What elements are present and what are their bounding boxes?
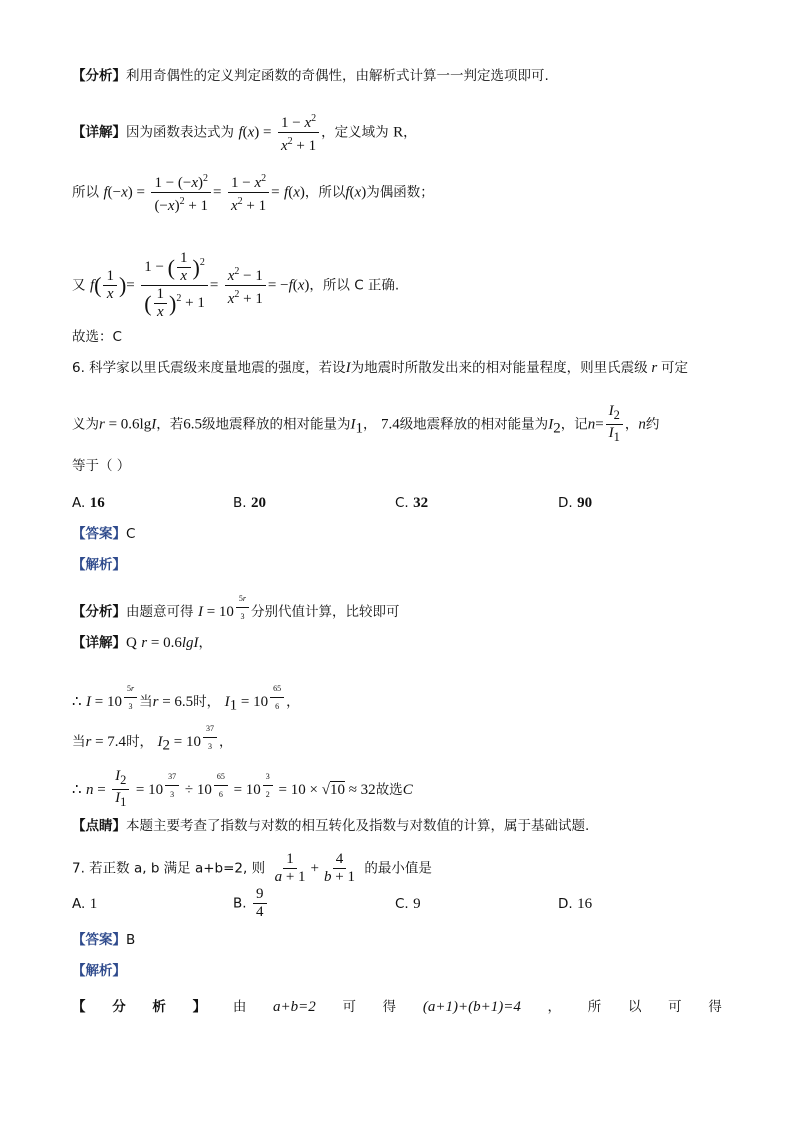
option-value-fraction: $\frac{9}{4}$: [253, 886, 267, 921]
answer-tag: 【答案】: [72, 932, 126, 948]
analysis-text: 利用奇偶性的定义判定函数的奇偶性，由解析式计算一一判定选项即可.: [126, 68, 549, 84]
text: 所以: [72, 184, 99, 201]
q7-analysis: [72, 997, 722, 1017]
text: 可定: [661, 360, 689, 376]
word: 所: [587, 999, 602, 1015]
analysis-tag: 【分析】: [72, 603, 126, 620]
q6-detail-line2: ∴ I = 10 $^{\frac{5r}{3}}$ 当r = 6.5时， $I_1 = 10$ $^{\frac{65}{6}}$ ，: [72, 680, 734, 716]
q6-answer: [72, 524, 734, 544]
comment-text: 本题主要考查了指数与对数的相互转化及指数与对数值的计算，属于基础试题.: [126, 818, 590, 834]
q6-stem-line1: 6. 科学家以里氏震级来度量地震的强度，若设I为地震时所散发出来的相对能量程度，则里氏震级 r 可定: [72, 360, 689, 376]
text: 7. 若正数 a, b 满足 a+b=2, 则: [72, 860, 266, 877]
option-c[interactable]: [395, 894, 421, 914]
fraction: $\frac{I_2}{I_1}$: [606, 403, 623, 446]
q5-detail-line2: 所以 f(−x) = $\frac{1 - (-x)^2}{(-x)^2 + 1}$ = $\frac{1 - x^2}{x^2 + 1}$ = f(x)，所以f(x)为偶函数；: [72, 170, 734, 215]
text: ，: [624, 416, 639, 433]
q6-detail-line1: 【详解】Q r = 0.6lgI，: [72, 635, 213, 651]
text: 当: [139, 693, 153, 710]
option-a[interactable]: [72, 894, 97, 914]
detail-text: ，定义域为: [321, 124, 389, 141]
word: 可: [668, 999, 682, 1015]
option-label: D.: [558, 896, 573, 912]
fraction: $\frac{x^2 - 1}{x^2 + 1}$: [225, 263, 266, 308]
text: 为偶函数；: [366, 184, 434, 201]
q6-explain: [72, 555, 734, 575]
option-d[interactable]: [558, 894, 592, 914]
text: 当: [72, 733, 86, 750]
q6-analysis: 【分析】由题意可得 I = 10 $^{\frac{5r}{3}}$ 分别代值计算，比较即可: [72, 590, 734, 625]
q7-answer: [72, 930, 734, 950]
domain-symbol: R: [393, 124, 404, 141]
analysis-tag: 【分析】: [72, 68, 126, 84]
explain-tag: 【解析】: [72, 557, 126, 573]
word: 分: [112, 999, 126, 1015]
option-c[interactable]: [395, 493, 428, 513]
therefore-symbol: ∴: [72, 781, 82, 798]
word: (a+1)+(b+1)=4: [422, 999, 521, 1015]
q5-analysis: [72, 66, 734, 86]
option-d[interactable]: [558, 493, 592, 513]
option-label: A.: [72, 896, 86, 912]
answer-tag: 【答案】: [72, 526, 126, 542]
q6-options: [72, 493, 734, 513]
fraction: 1 − ( $\frac{1}{x}$ )$^2$ ( $\frac{1}{x}$ )$^2$ + 1: [141, 250, 208, 321]
text: 分别代值计算，比较即可: [251, 603, 400, 620]
q7-options: [72, 886, 734, 922]
detail-tag: 【详解】: [72, 124, 126, 141]
option-b[interactable]: [233, 886, 269, 921]
option-label: B.: [233, 895, 247, 912]
explain-tag: 【解析】: [72, 963, 126, 979]
text: 时，: [126, 733, 154, 750]
option-label: D.: [558, 495, 573, 511]
fraction: $\frac{I_2}{I_1}$: [112, 768, 129, 811]
q6-comment: [72, 816, 734, 836]
text: ，若: [156, 416, 184, 433]
option-label: A.: [72, 495, 86, 511]
analysis-tag: 【: [72, 999, 86, 1015]
fraction: $\frac{1}{a + 1}$: [274, 851, 306, 885]
q6-stem-line3: 等于（ ）: [72, 458, 131, 474]
option-value: 20: [251, 495, 267, 511]
text: 由题意可得: [126, 603, 194, 620]
punct: ，: [403, 124, 417, 141]
fraction: $\frac{1 - x^2}{x^2 + 1}$: [228, 170, 269, 215]
text: ，: [362, 416, 377, 433]
option-a[interactable]: [72, 493, 105, 513]
q5-answer-line: 故选：C: [72, 329, 122, 345]
word: ，: [547, 999, 562, 1015]
text: 约: [645, 416, 660, 433]
fraction: $\frac{1 - (-x)^2}{(-x)^2 + 1}$: [151, 170, 211, 215]
text: 级地震释放的相对能量为: [399, 416, 549, 433]
option-value: 16: [89, 495, 105, 511]
q6-stem-line2: 义为r = 0.6lgI，若6.5级地震释放的相对能量为$I_1$， 7.4级地震释放的相对能量为$I_2$，记n= $\frac{I_2}{I_1}$ ，n约: [72, 403, 660, 444]
option-label: C.: [395, 495, 409, 511]
q7-explain: [72, 961, 734, 981]
text: 级地震释放的相对能量为: [201, 416, 351, 433]
option-b[interactable]: [233, 493, 266, 513]
magnitude-1: 6.5: [183, 416, 202, 433]
comment-tag: 【点睛】: [72, 818, 126, 834]
therefore-symbol: ∴: [72, 693, 82, 710]
option-value: 16: [577, 896, 593, 912]
option-value: 32: [413, 495, 429, 511]
fraction: $\frac{4}{b + 1}$: [324, 851, 355, 885]
option-value: 9: [413, 896, 421, 912]
text: 义为: [72, 416, 99, 433]
word: 析: [152, 999, 166, 1015]
word: 得: [382, 999, 397, 1015]
text: ，所以 C 正确.: [309, 277, 400, 294]
option-label: C.: [395, 896, 409, 912]
q7-stem: 7. 若正数 a, b 满足 a+b=2, 则 $\frac{1}{a + 1}$ + $\frac{4}{b + 1}$ 的最小值是: [72, 851, 432, 885]
word: a+b=2: [273, 999, 316, 1015]
text: 的最小值是: [364, 860, 432, 877]
text: 时，: [193, 693, 221, 710]
text: 又: [72, 277, 86, 294]
text: ，所以: [304, 184, 346, 201]
text: ，记: [560, 416, 588, 433]
q5-detail-line1: 【详解】因为函数表达式为 f(x) = $\frac{1 - x^2}{x^2 + 1}$ ，定义域为 R，: [72, 110, 734, 155]
word: 得: [708, 999, 722, 1015]
option-label: B.: [233, 495, 247, 511]
detail-tag: 【详解】: [72, 635, 126, 651]
answer-value: C: [126, 526, 136, 542]
text: 为地震时所散发出来的相对能量程度，则里氏震级: [350, 360, 648, 376]
option-value: 1: [89, 896, 98, 912]
word: 可: [342, 999, 356, 1015]
word: 】: [192, 999, 207, 1015]
text: 6. 科学家以里氏震级来度量地震的强度，若设: [72, 360, 346, 376]
magnitude-2: 7.4: [380, 416, 400, 433]
detail-text: 因为函数表达式为: [126, 124, 234, 141]
option-value: 90: [577, 495, 593, 511]
text: 故选: [375, 781, 403, 798]
q6-detail-line4: ∴ n = $\frac{I_2}{I_1}$ = 10 $^{\frac{37}{3}}$ ÷ 10 $^{\frac{65}{6}}$ = 10 $^{\frac{3}{2}}$ = 10 × √10 ≈ 32故选C: [72, 768, 413, 810]
q6-detail-line3: 当r = 7.4时， $I_2 = 10$ $^{\frac{37}{3}}$ ，: [72, 720, 734, 756]
answer-value: B: [126, 932, 136, 948]
fraction: $\frac{1 - x^2}{x^2 + 1}$: [278, 110, 319, 155]
word: 以: [627, 999, 642, 1015]
word: 由: [232, 999, 247, 1015]
q5-detail-line3: 又 f( $\frac{1}{x}$ )= 1 − ( $\frac{1}{x}$ )$^2$ ( $\frac{1}{x}$ )$^2$ + 1 = $\frac{x^2 - 1}{x^2 + 1}$ = −f(x)，所以 C 正确.: [72, 250, 400, 320]
